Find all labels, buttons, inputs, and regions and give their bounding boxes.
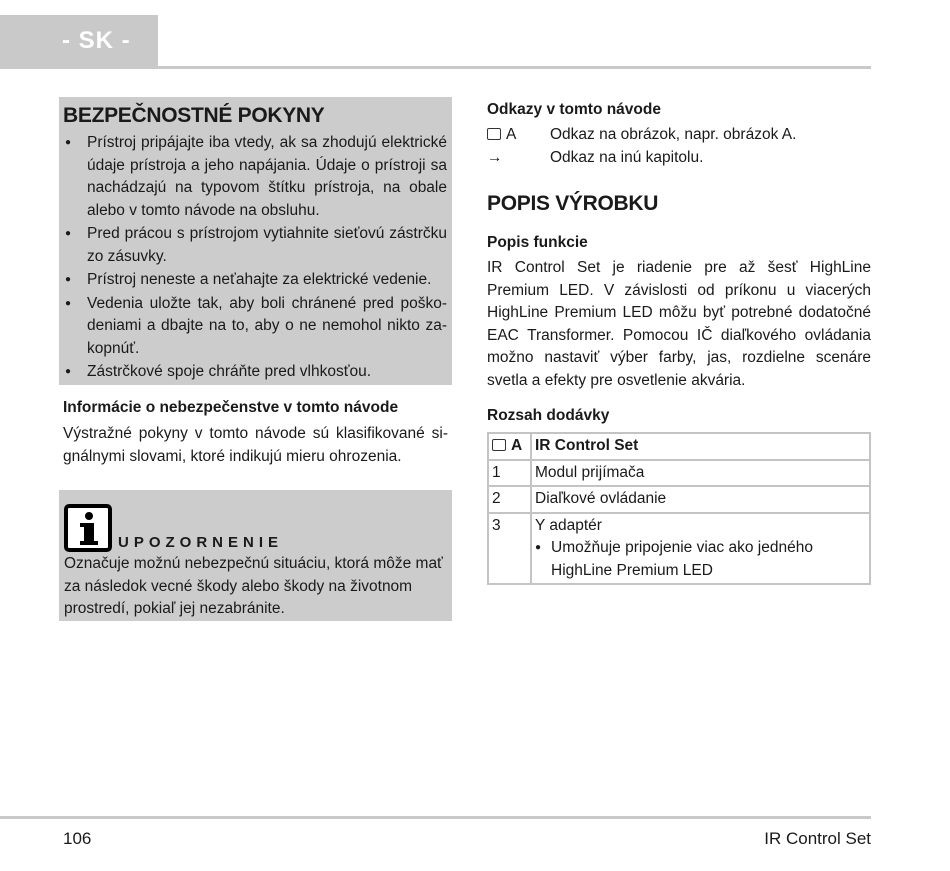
function-heading: Popis funkcie — [487, 234, 588, 251]
list-item: ● Zástrčkové spoje chráňte pred vlhkosťou. — [63, 361, 447, 384]
notice-text: Označuje možnú nebezpečnú situáciu, ktorá môže mať za následok vecné škody alebo škody na životnom prostredí, pokiaľ jej nezabránite. — [64, 555, 443, 617]
table-cell-label — [531, 513, 870, 585]
list-item: ● Vedenia uložte tak, aby boli chránené pred poškodeniami a dbajte na to, aby o ne nemohol nikto zakopnúť. — [63, 293, 447, 361]
reference-row — [487, 147, 871, 170]
row-label: Y adaptér — [535, 516, 602, 534]
language-tab: - SK - — [0, 15, 158, 67]
table-cell-num: 3 — [488, 513, 531, 585]
reference-symbol: A — [487, 124, 550, 147]
hazard-info-heading: Informácie o nebezpečenstve v tomto návode — [63, 399, 399, 416]
table-row — [488, 460, 870, 487]
notice-box — [59, 490, 452, 621]
row-sub-bullet: ● Umožňuje pripojenie viac ako jedného HighLine Premium LED — [535, 537, 866, 582]
left-column — [59, 97, 452, 621]
safety-heading: BEZPEČNOSTNÉ POKYNY — [63, 104, 325, 127]
table-header-row — [488, 433, 870, 460]
table-cell-num: 1 — [488, 460, 531, 487]
safety-list — [63, 132, 447, 384]
table-cell-num: 2 — [488, 486, 531, 513]
product-heading: POPIS VÝROBKU — [487, 192, 659, 215]
header-divider — [0, 66, 871, 69]
figure-frame-icon — [487, 128, 501, 140]
safety-box — [59, 97, 452, 385]
table-header-label: IR Control Set — [531, 433, 870, 460]
table-cell-label: Modul prijímača — [531, 460, 870, 487]
page-number: 106 — [63, 829, 92, 848]
table-row — [488, 513, 870, 585]
reference-text: Odkaz na inú kapitolu. — [550, 148, 704, 166]
footer-title: IR Control Set — [764, 829, 871, 848]
references-heading: Odkazy v tomto návode — [487, 101, 661, 118]
hazard-info-text: Výstražné pokyny v tomto návode sú klasifikované signálnymi slovami, ktoré indikujú mieru ohrozenia. — [63, 425, 448, 465]
table-cell-label: Diaľkové ovládanie — [531, 486, 870, 513]
reference-text: Odkaz na obrázok, napr. obrázok A. — [550, 126, 797, 143]
figure-frame-icon — [492, 439, 506, 451]
right-column — [487, 97, 871, 585]
list-item: ● Prístroj neneste a neťahajte za elektrické vedenie. — [63, 269, 447, 292]
scope-table — [487, 432, 871, 585]
table-header-num: A — [488, 433, 531, 460]
info-icon — [64, 504, 112, 552]
arrow-icon: → — [487, 148, 503, 166]
table-row — [488, 486, 870, 513]
scope-heading: Rozsah dodávky — [487, 407, 610, 424]
notice-title: UPOZORNENIE — [118, 534, 284, 551]
list-item: ● Prístroj pripájajte iba vtedy, ak sa zhodujú elektrické údaje prístroja a jeho napájania. Údaje o prístroji sa nachádzajú na typovom štítku prístroja, na obale alebo v tomto návode na obsluhu. — [63, 132, 447, 222]
notice-header — [64, 500, 447, 552]
list-item: ● Pred prácou s prístrojom vytiahnite sieťovú zástrčku zo zásuvky. — [63, 223, 447, 268]
function-text: IR Control Set je riadenie pre až šesť HighLine Premium LED. V závislosti od príkonu u viacerých HighLine Premium LED môžu byť potrebné dodatočné EAC Transformer. Pomocou IČ diaľkového ovládania možno nastaviť výber farby, jas, rozdielne scenáre svetla a efekty pre osvetlenie akvária. — [487, 259, 871, 389]
footer-divider — [0, 816, 871, 819]
reference-row — [487, 124, 871, 147]
